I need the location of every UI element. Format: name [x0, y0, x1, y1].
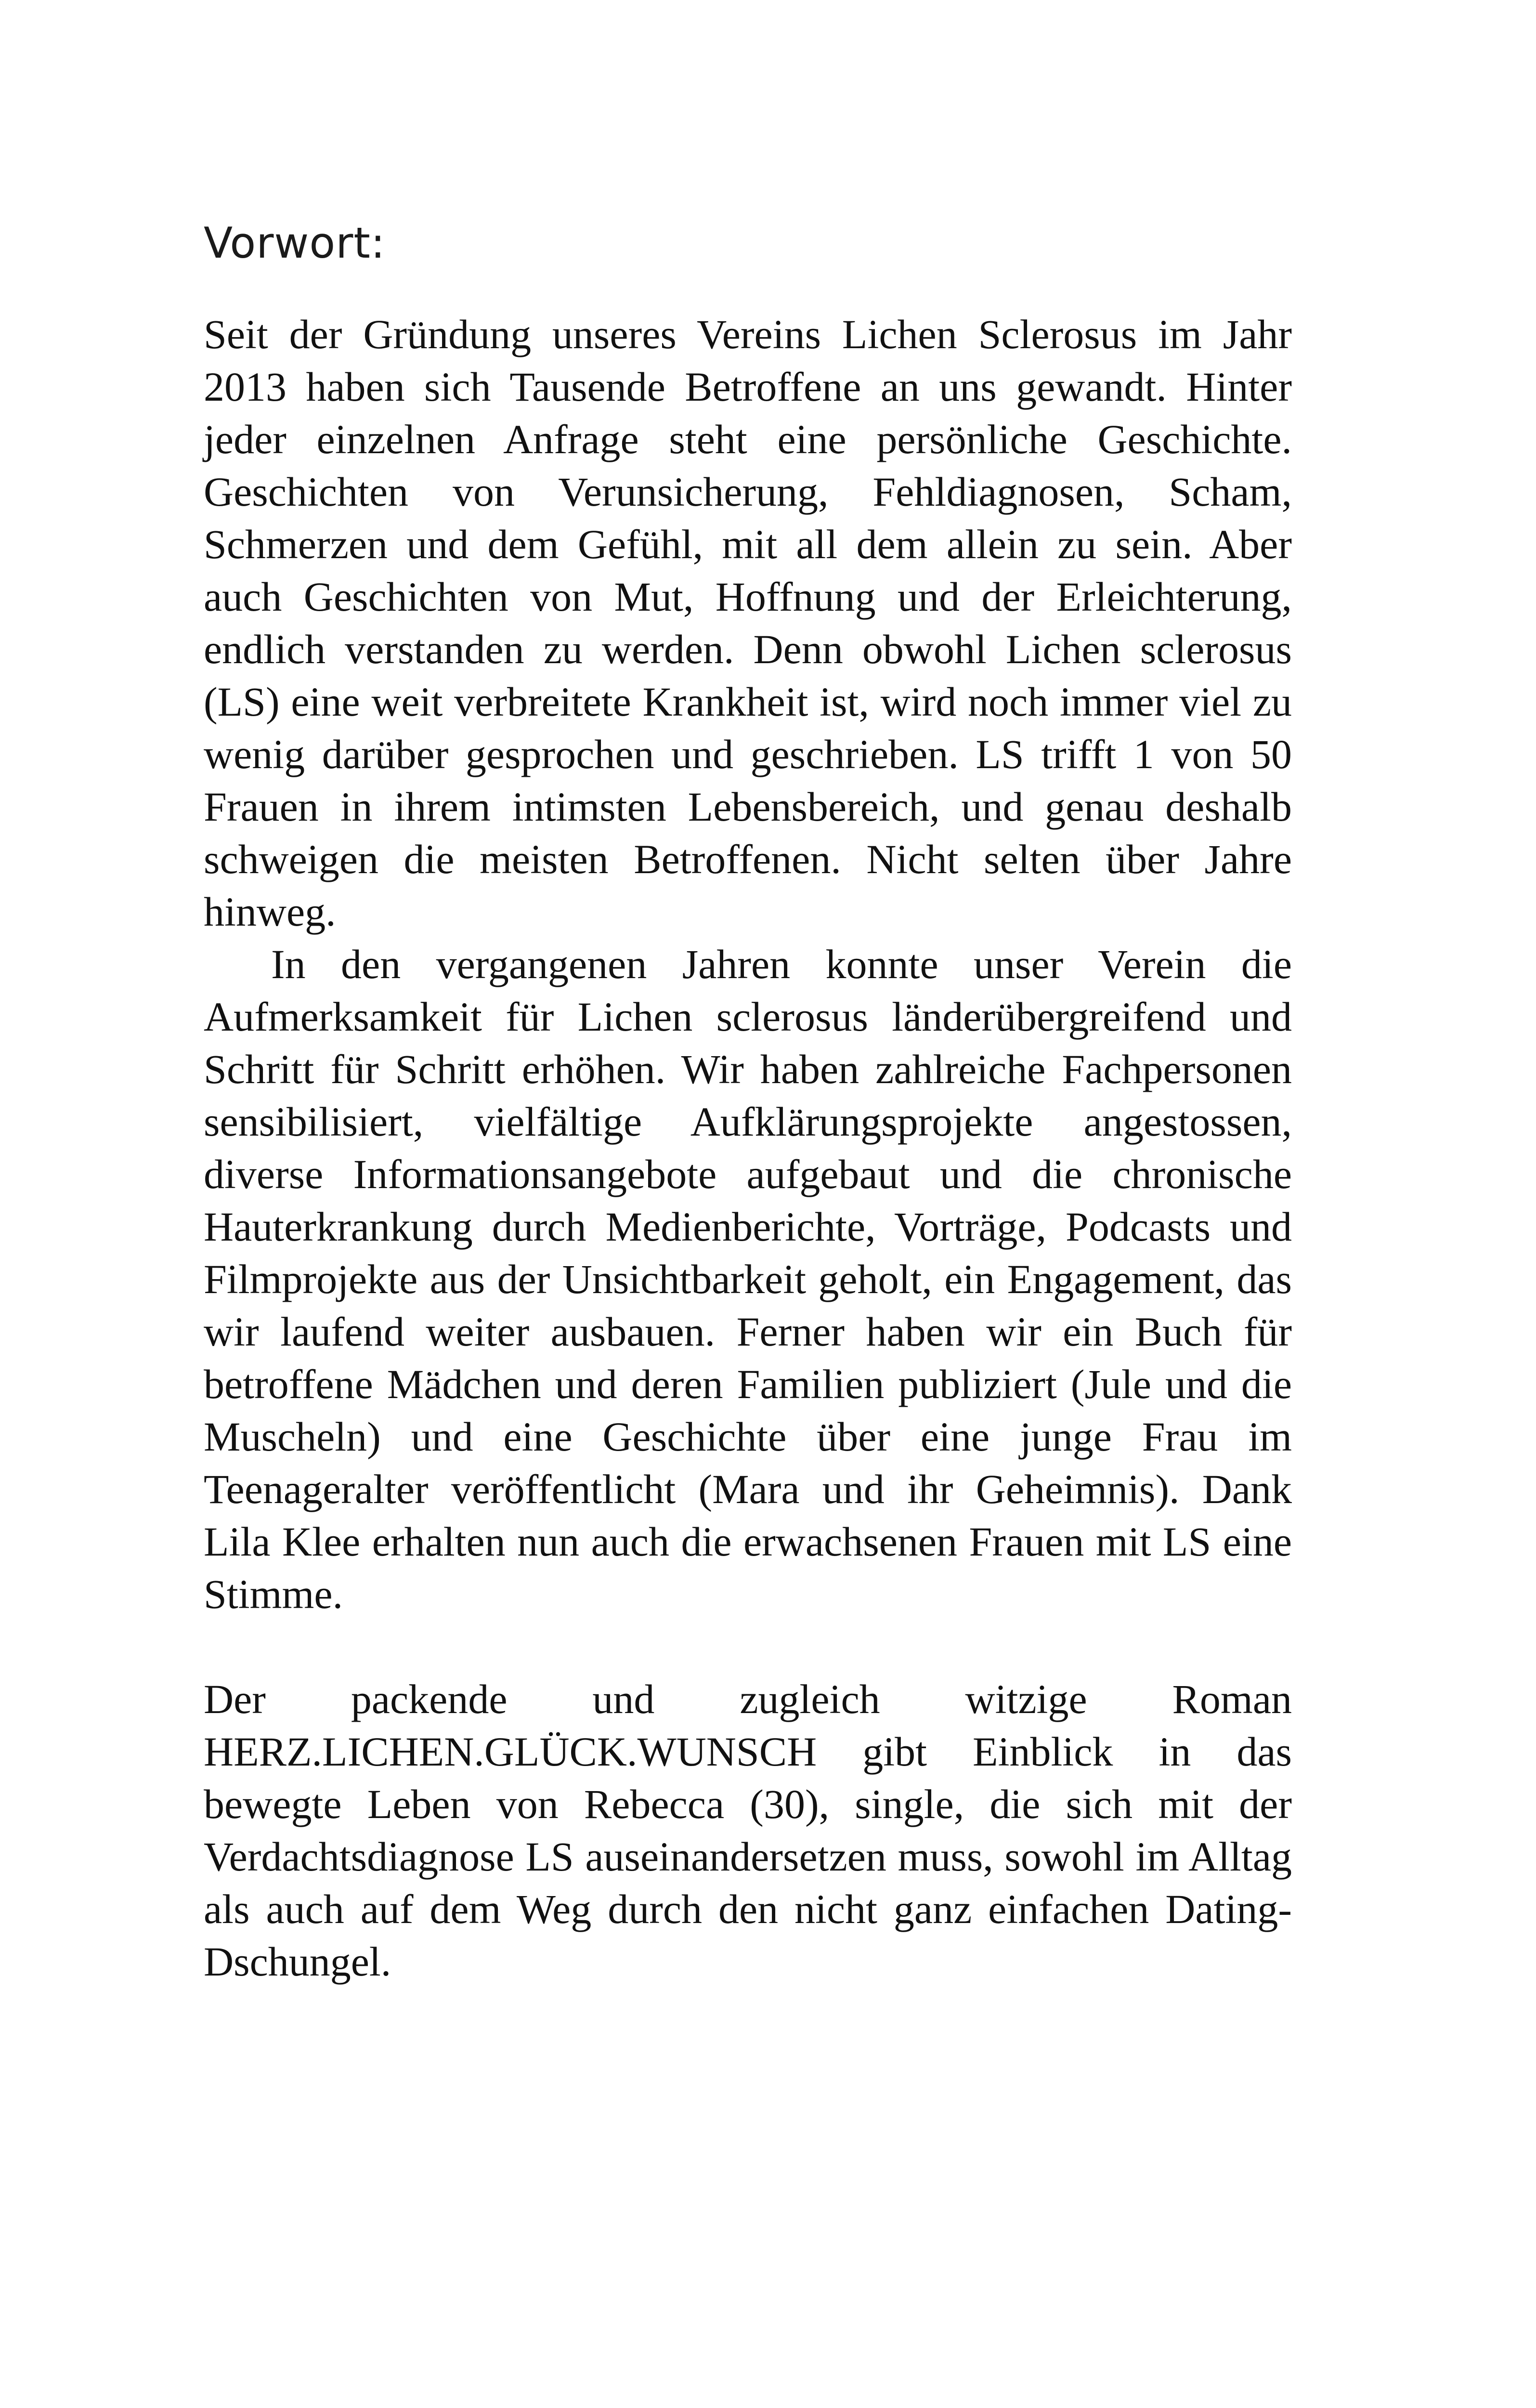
- paragraph-intro: Seit der Gründung unseres Vereins Lichen Sclerosus im Jahr 2013 haben sich Tausende Betroffene an uns gewandt. Hinter jeder einzelnen Anfrage steht eine persönliche Geschichte. Geschichten von Verunsicherung, Fehldiagnosen, Scham, Schmerzen und dem Gefühl, mit all dem allein zu sein. Aber auch Geschichten von Mut, Hoffnung und der Erleichterung, endlich verstanden zu werden. Denn obwohl Lichen sclerosus (LS) eine weit verbreitete Krankheit ist, wird noch immer viel zu wenig darüber gesprochen und geschrieben. LS trifft 1 von 50 Frauen in ihrem intimsten Lebensbereich, und genau deshalb schweigen die meisten Betroffenen. Nicht selten über Jahre hinweg.: [204, 311, 1292, 935]
- paragraph-engagement: In den vergangenen Jahren konnte unser Verein die Aufmerksamkeit für Lichen sclerosus länderübergreifend und Schritt für Schritt erhöhen. Wir haben zahlreiche Fachpersonen sensibilisiert, vielfältige Aufklärungsprojekte angestossen, diverse Informationsangebote aufgebaut und die chronische Hauterkrankung durch Medienberichte, Vorträge, Podcasts und Filmprojekte aus der Unsichtbarkeit geholt, ein Engagement, das wir laufend weiter ausbauen. Ferner haben wir ein Buch für betroffene Mädchen und deren Familien publiziert (Jule und die Muscheln) und eine Geschichte über eine junge Frau im Teenageralter veröffentlicht (Mara und ihr Geheimnis). Dank Lila Klee erhalten nun auch die erwachsenen Frauen mit LS eine Stimme.: [204, 941, 1292, 1617]
- paragraph-novel: Der packende und zugleich witzige Roman HERZ.LICHEN.GLÜCK.WUNSCH gibt Einblick in das bewegte Leben von Rebecca (30), single, die sich mit der Verdachtsdiagnose LS auseinandersetzen muss, sowohl im Alltag als auch auf dem Weg durch den nicht ganz einfachen Dating-Dschungel.: [204, 1676, 1292, 1985]
- body-text: [204, 308, 1292, 1988]
- page-heading: Vorwort:: [204, 218, 386, 268]
